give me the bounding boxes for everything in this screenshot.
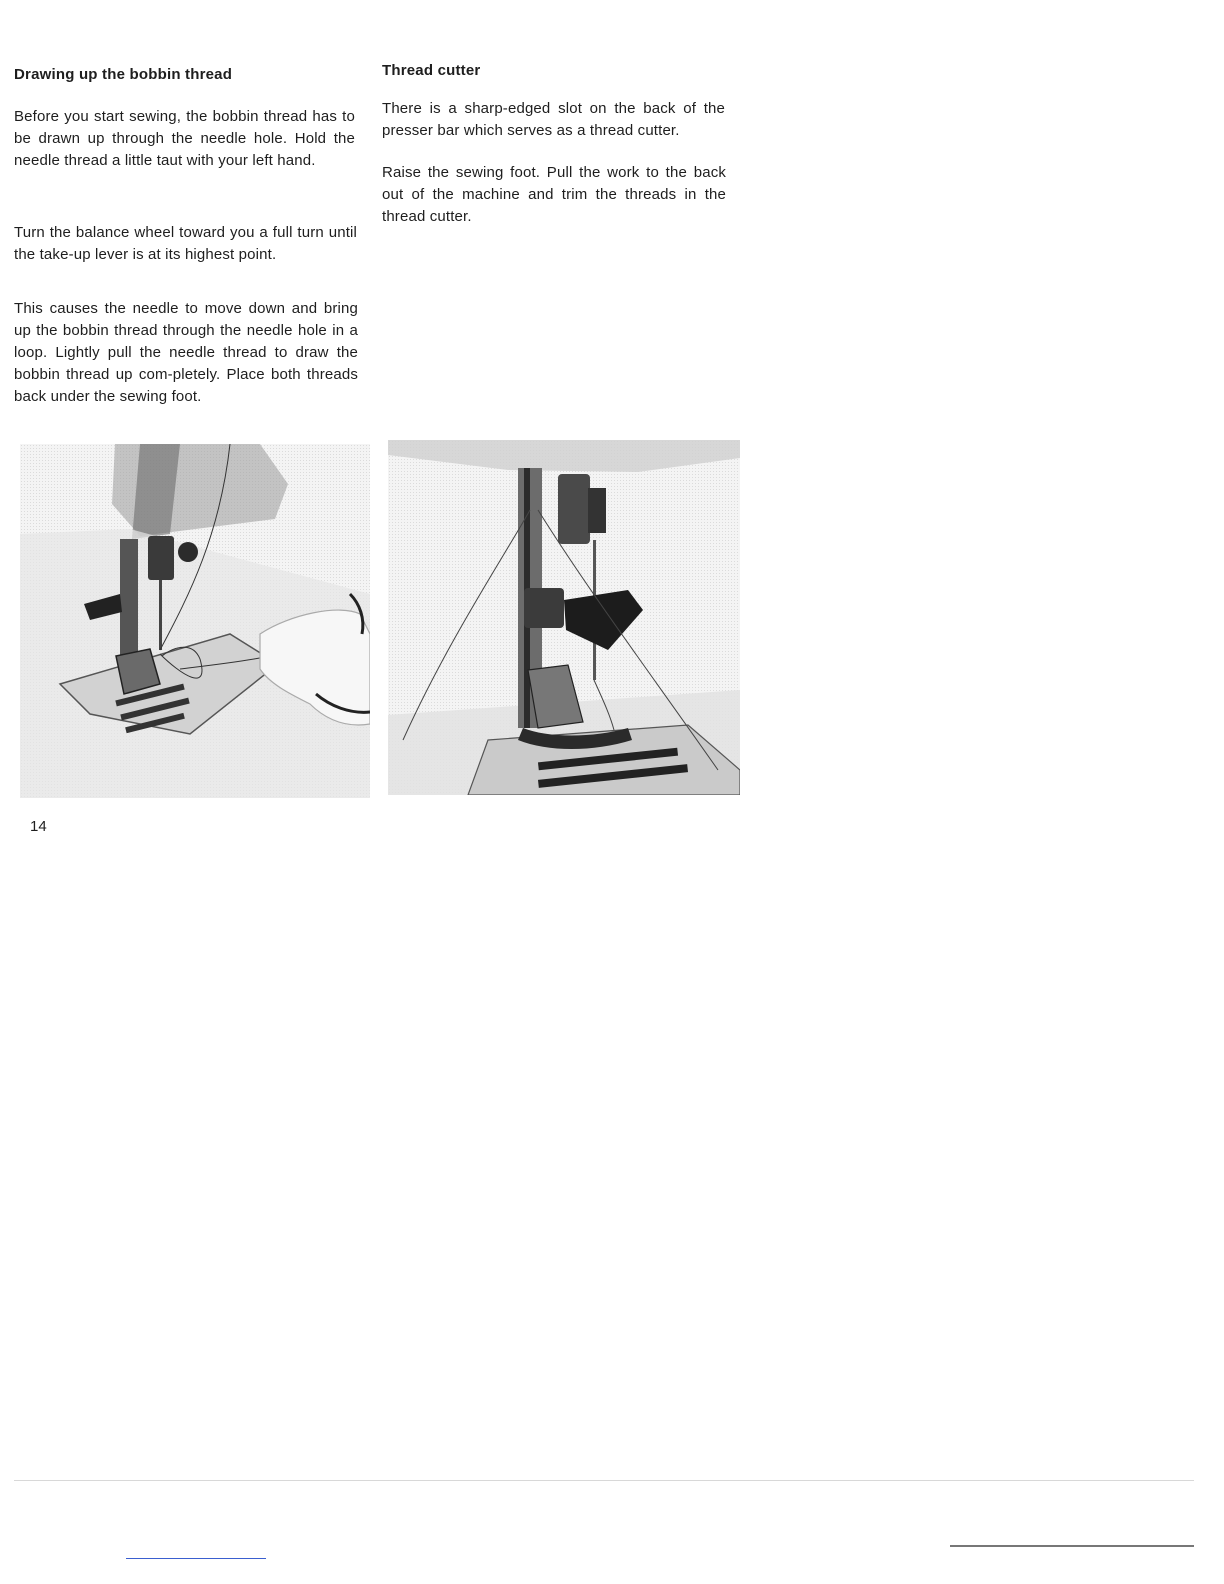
bobbin-thread-illustration: [20, 444, 370, 798]
paragraph-bobbin-3: This causes the needle to move down and bring up the bobbin thread through the needle hole in a loop. Lightly pull the needle thread to draw the bobbin thread up com-pletely. Place both threads back under the sewing foot.: [14, 300, 358, 405]
paragraph-bobbin-2: Turn the balance wheel toward you a full turn until the take-up lever is at its highest point.: [14, 224, 357, 263]
paragraph-bobbin-1: Before you start sewing, the bobbin thread has to be drawn up through the needle hole. Hold the needle thread a little taut with your left hand.: [14, 108, 355, 169]
section-heading-thread-cutter: Thread cutter: [382, 62, 481, 79]
page-number: 14: [30, 818, 47, 835]
footer-rule: [14, 1480, 1194, 1481]
thread-cutter-illustration: [388, 440, 740, 795]
scan-line-gray: [950, 1545, 1194, 1547]
thread-cutter-photo: [388, 440, 740, 795]
paragraph-cutter-2: Raise the sewing foot. Pull the work to the back out of the machine and trim the threads in the thread cutter.: [382, 164, 726, 225]
scan-line-blue: [126, 1558, 266, 1559]
bobbin-thread-photo: [20, 444, 370, 798]
section-heading-bobbin: Drawing up the bobbin thread: [14, 66, 233, 83]
paragraph-cutter-1: There is a sharp-edged slot on the back of the presser bar which serves as a thread cutter.: [382, 100, 725, 139]
